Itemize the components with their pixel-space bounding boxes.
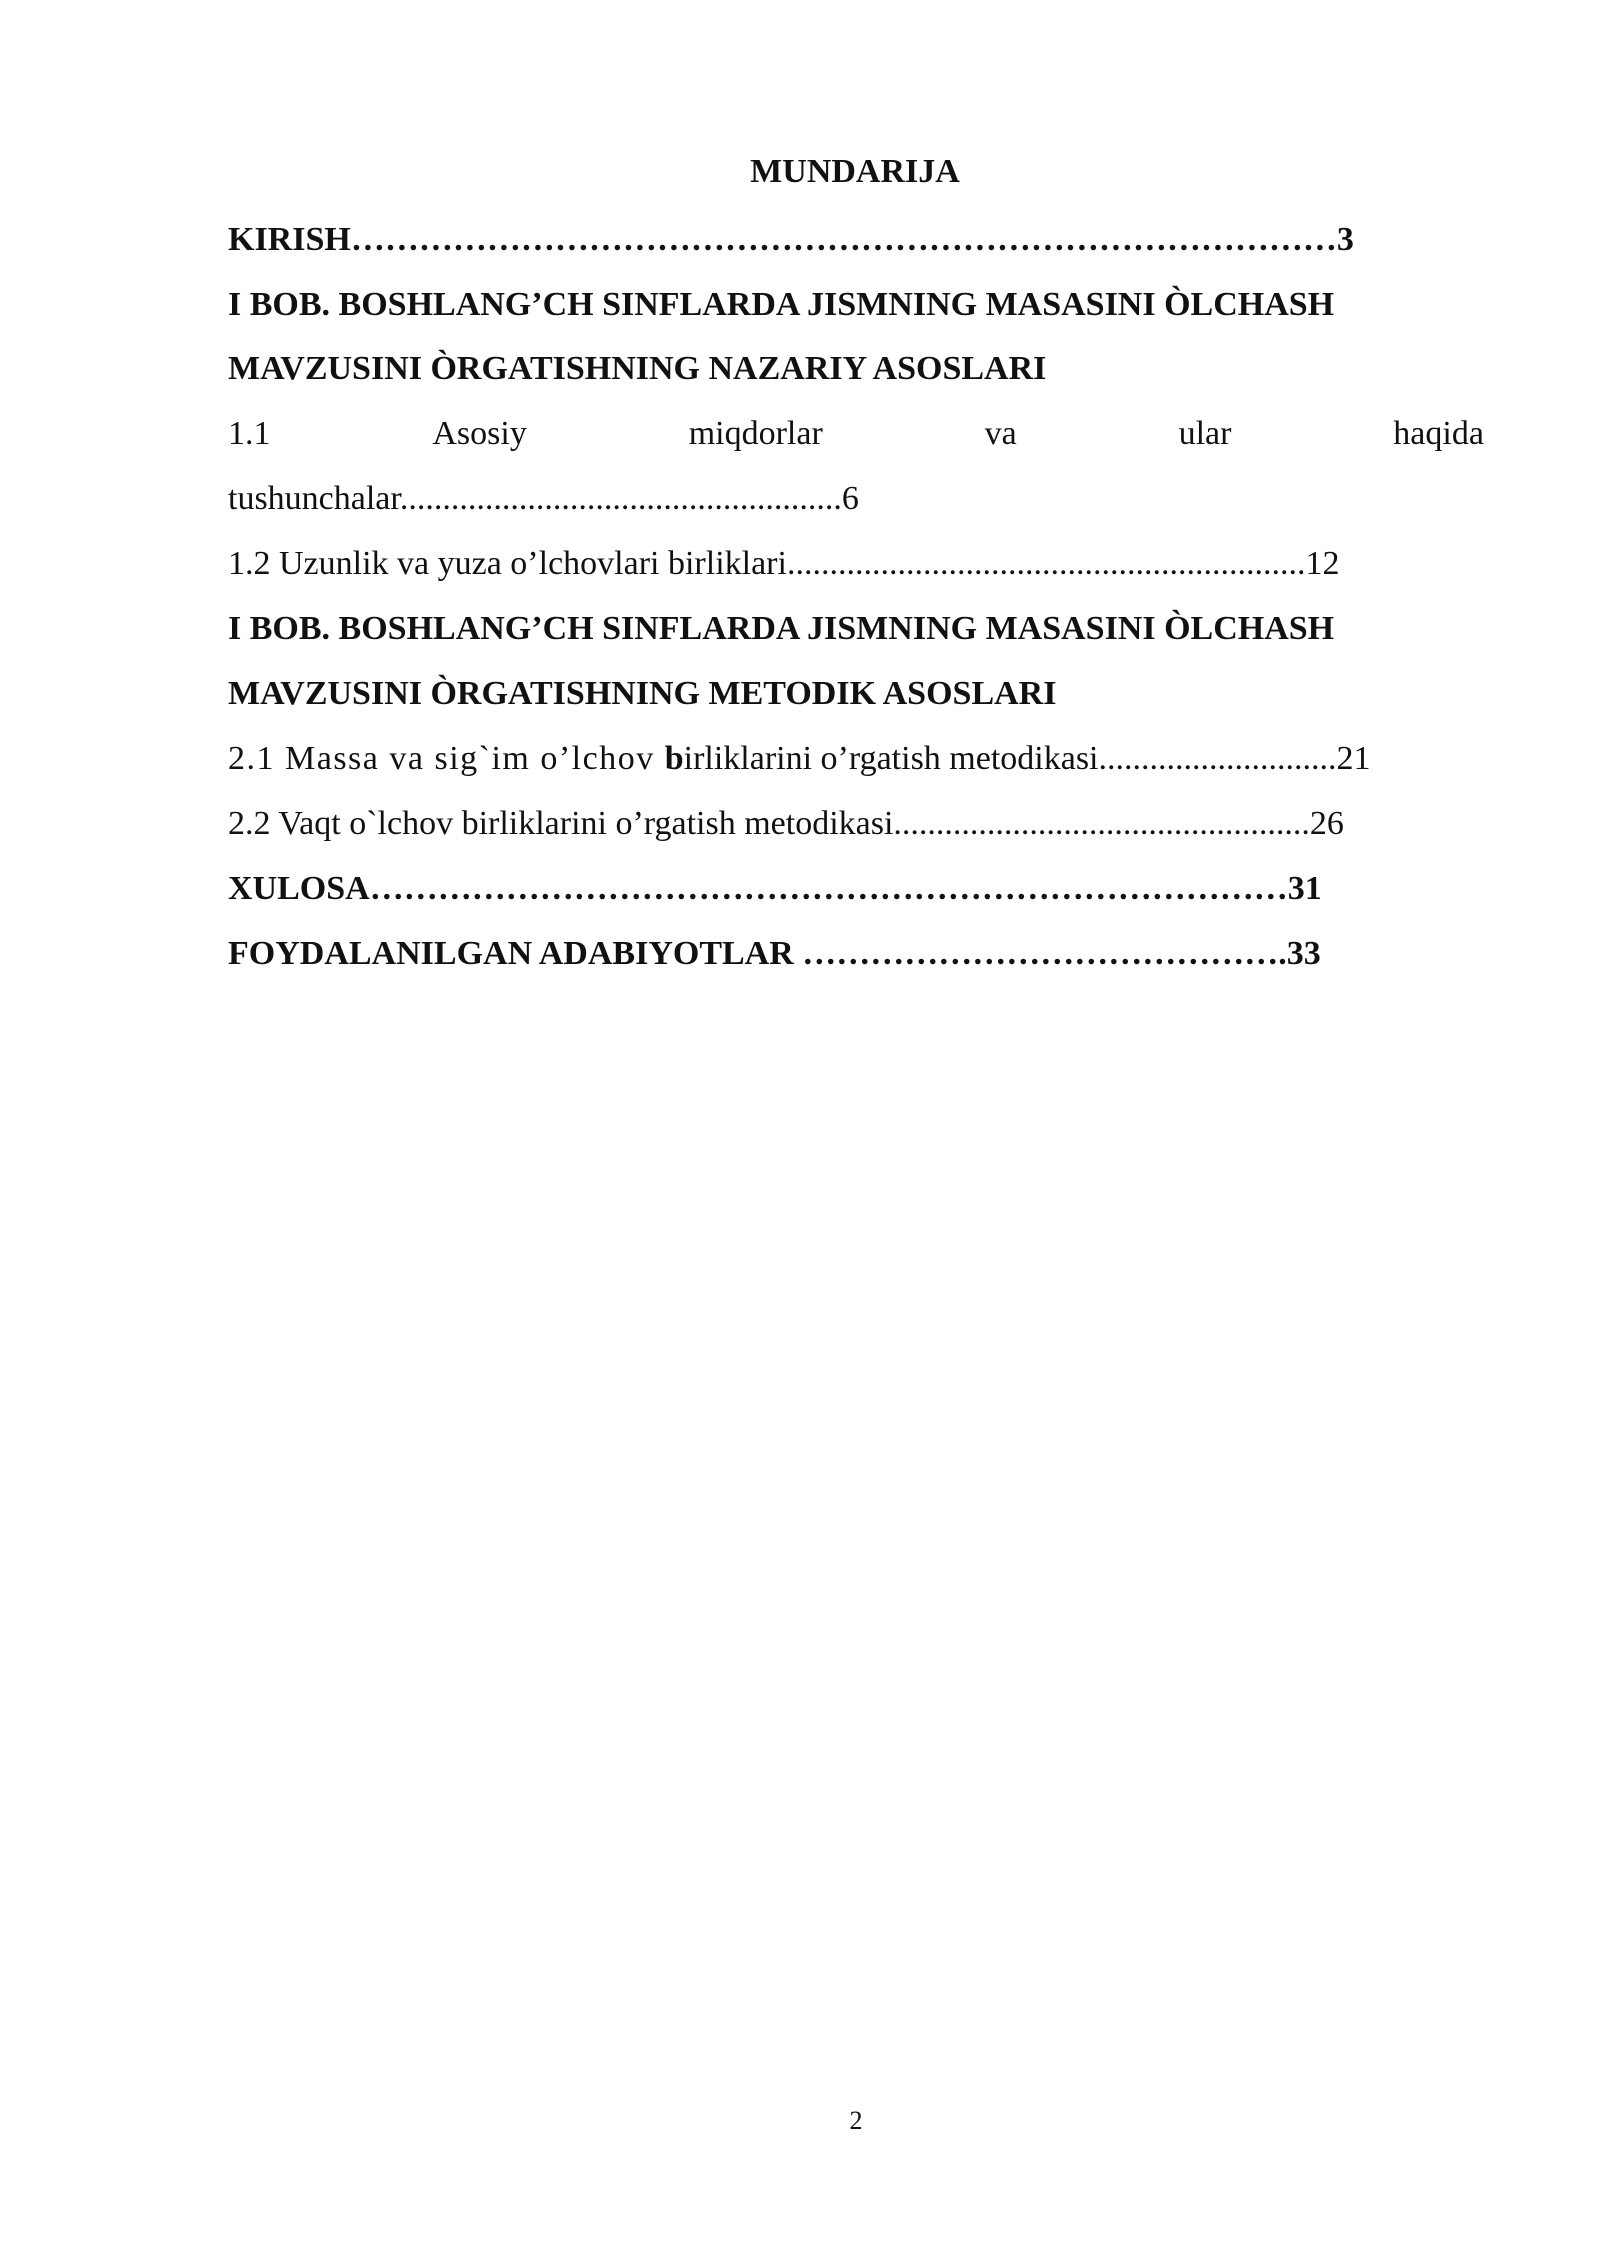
toc-entry-1-1-word: ular <box>1178 415 1232 452</box>
toc-entry-adabiyotlar: FOYDALANILGAN ADABIYOTLAR …………………………………….33 <box>228 935 1321 972</box>
toc-entry-kirish: KIRISH……………………………………………………………………………3 <box>228 221 1354 258</box>
page-number: 2 <box>849 2106 863 2135</box>
toc-entry-1-1-word: va <box>984 415 1017 452</box>
toc-title: MUNDARIJA <box>750 153 960 190</box>
toc-entry-1-1-line-2: tushunchalar....................................................6 <box>228 480 859 517</box>
toc-entry-2-1-bold-letter: b <box>664 740 684 777</box>
toc-chapter-2-heading-line-2: MAVZUSINI ÒRGATISHNING METODIK ASOSLARI <box>228 675 1057 712</box>
toc-entry-1-1-word: haqida <box>1393 415 1484 452</box>
toc-entry-xulosa: XULOSA………………………………………………………………………31 <box>228 870 1322 907</box>
toc-chapter-2-heading-line-1: I BOB. BOSHLANG’CH SINFLARDA JISMNING MASASINI ÒLCHASH <box>228 610 1335 647</box>
toc-chapter-1-heading-line-2: MAVZUSINI ÒRGATISHNING NAZARIY ASOSLARI <box>228 350 1047 387</box>
toc-chapter-1-heading-line-1: I BOB. BOSHLANG’CH SINFLARDA JISMNING MASASINI ÒLCHASH <box>228 286 1335 323</box>
toc-entry-2-1-part: 2.1 Massa va sig`im o’lchov <box>228 740 665 777</box>
toc-entry-2-2: 2.2 Vaqt o`lchov birliklarini o’rgatish metodikasi.................................................26 <box>228 805 1344 842</box>
toc-entry-1-1-line-1 <box>228 412 1484 456</box>
toc-entry-2-1 <box>228 737 1484 781</box>
toc-entry-2-1-part: irliklarini o’rgatish metodikasi............................21 <box>683 740 1371 777</box>
toc-entry-1-2: 1.2 Uzunlik va yuza o’lchovlari birliklari.............................................................12 <box>228 545 1340 582</box>
toc-entry-1-1-word: 1.1 <box>228 415 271 452</box>
toc-entry-1-1-word: Asosiy <box>432 415 527 452</box>
toc-entry-1-1-word: miqdorlar <box>688 415 823 452</box>
